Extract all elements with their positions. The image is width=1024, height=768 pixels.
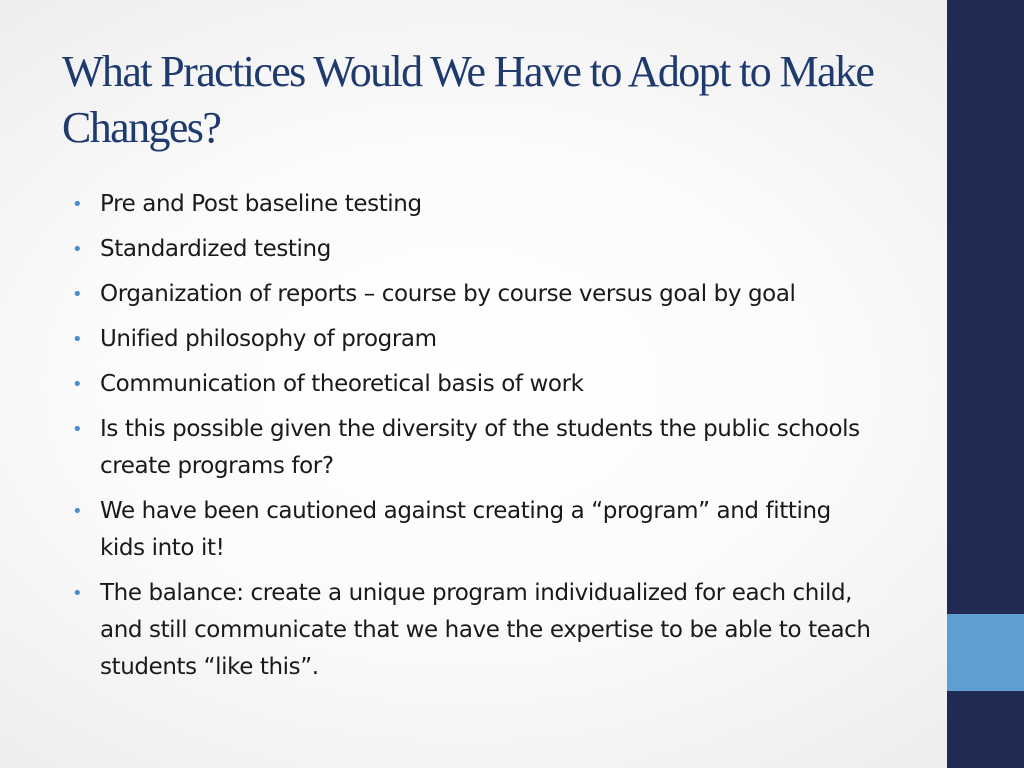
sidebar-accent-block: [947, 614, 1024, 691]
bullet-icon: •: [72, 501, 83, 522]
bullet-text: Standardized testing: [100, 236, 331, 262]
bullet-icon: •: [72, 194, 83, 215]
bullet-list: [72, 186, 882, 694]
bullet-text: Unified philosophy of program: [100, 326, 437, 352]
bullet-item: [72, 575, 882, 686]
bullet-item: [72, 493, 882, 567]
slide-title: What Practices Would We Have to Adopt to Make Changes?: [62, 47, 874, 152]
bullet-item: [72, 186, 882, 223]
bullet-icon: •: [72, 284, 83, 305]
bullet-text: Pre and Post baseline testing: [100, 191, 422, 217]
bullet-icon: •: [72, 329, 83, 350]
bullet-text: Is this possible given the diversity of the students the public schools create programs for?: [100, 416, 860, 479]
bullet-item: [72, 411, 882, 485]
bullet-item: [72, 276, 882, 313]
bullet-item: [72, 366, 882, 403]
bullet-icon: •: [72, 419, 83, 440]
bullet-item: [72, 321, 882, 358]
bullet-item: [72, 231, 882, 268]
bullet-icon: •: [72, 239, 83, 260]
bullet-text: Communication of theoretical basis of work: [100, 371, 584, 397]
bullet-text: Organization of reports – course by course versus goal by goal: [100, 281, 796, 307]
bullet-text: The balance: create a unique program individualized for each child, and still communicate that we have the expertise to be able to teach students “like this”.: [100, 580, 871, 680]
bullet-icon: •: [72, 583, 83, 604]
bullet-icon: •: [72, 374, 83, 395]
bullet-text: We have been cautioned against creating a “program” and fitting kids into it!: [100, 498, 831, 561]
